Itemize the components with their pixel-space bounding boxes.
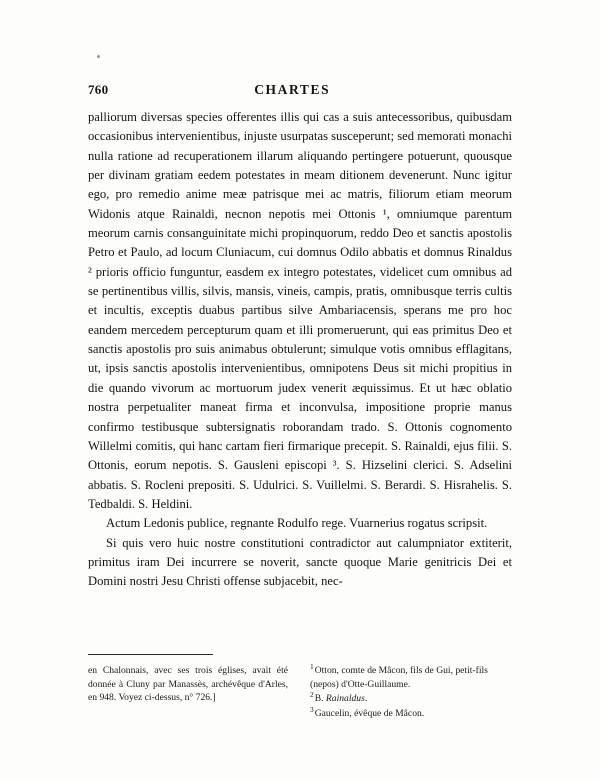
footnote-3 [310, 704, 510, 721]
footnote-2-marker: 2 [310, 690, 314, 699]
footnote-3-marker: 3 [310, 704, 314, 714]
footnote-1 [310, 661, 510, 691]
page-speck [97, 55, 100, 58]
footnote-column-right [310, 661, 510, 721]
footnote-2 [310, 692, 510, 706]
footnotes [88, 661, 512, 721]
footnote-rule [88, 654, 213, 655]
page-header [88, 82, 512, 98]
paragraph-3: Si quis vero huic nostre constitutioni contradictor aut calumpniator extiterit, primitus iram Dei incurrere se noverit, sancte quoque Marie genitricis Dei et Domini nostri Jesu Christi offense subjacebit, nec- [88, 535, 512, 589]
footnote-2-text-post: . [364, 693, 368, 705]
body-text [88, 108, 512, 592]
footnote-2-text-italic: Rainaldus [325, 693, 365, 705]
running-title: CHARTES [254, 82, 331, 97]
paragraph-2: Actum Ledonis publice, regnante Rodulfo rege. Vuarnerius rogatus scripsit. [106, 516, 488, 531]
footnote-continuation: en Chalonnais, avec ses trois églises, avait été donnée à Cluny par Manassès, archévêque d'Arles, en 948. Voyez ci-dessus, n° 726.] [88, 665, 288, 704]
footnote-3-text: Gaucelin, évêque de Mâcon. [314, 707, 425, 719]
folio-number: 760 [88, 82, 109, 97]
footnote-2-text-pre: B. [314, 693, 326, 705]
footnote-1-text: Otton, comte de Mâcon, fils de Gui, petit-fils (nepos) d'Otte-Guillaume. [310, 665, 488, 690]
footnote-1-marker: 1 [310, 661, 314, 671]
footnote-column-left [88, 664, 288, 721]
paragraph-1: palliorum diversas species offerentes illis qui cas a suis antecessoribus, quibusdam occasionibus intervenientibus, injuste usurpatas susceperunt; sed memorati monachi nulla ratione ad recuperationem illarum aliquando pertingere potuerunt, quousque per divinam gratiam eedem potestates in meam ditionem devenerunt. Nunc igitur ego, pro remedio anime meæ patrisque mei ac matris, filiorum etiam meorum Widonis atque Rainaldi, necnon nepotis mei Ottonis ¹, omniumque parentum meorum carnis consanguinitate michi propinquorum, reddo Deo et sanctis apostolis Petro et Paulo, ad locum Cluniacum, cui domnus Odilo abbatis et domnus Rinaldus ² prioris officio funguntur, easdem ex integro potestates, videlicet cum omnibus ad se pertinentibus villis, silvis, mansis, vineis, campis, pratis, omnibusque terris cultis et incultis, exceptis duabus partibus silve Ambariacensis, sperans me pro hoc eandem mercedem percepturum quam et illi promeruerunt, qui eas primitus Deo et sanctis apostolis pro suis animabus obtulerunt; simulque votis omnibus efflagitans, ut, ipsis sanctis apostolis intervenientibus, omnipotens Deus sit michi propitius in die quando vivorum ac mortuorum judex venerit æquissimus. Et ut hæc oblatio nostra perpetualiter maneat firma et inconvulsa, impositione proprie manus confirmo testibusque subtersignatis roborandam trado. S. Ottonis cognomento Willelmi comitis, qui hanc cartam fieri firmarique precepit. S. Rainaldi, ejus filii. S. Ottonis, eorum nepotis. S. Gausleni episcopi ³. S. Hizselini clerici. S. Adselini abbatis. S. Rocleni prepositi. S. Udulrici. S. Vuillelmi. S. Berardi. S. Hisrahelis. S. Tedbaldi. S. Heldini. [88, 110, 512, 511]
